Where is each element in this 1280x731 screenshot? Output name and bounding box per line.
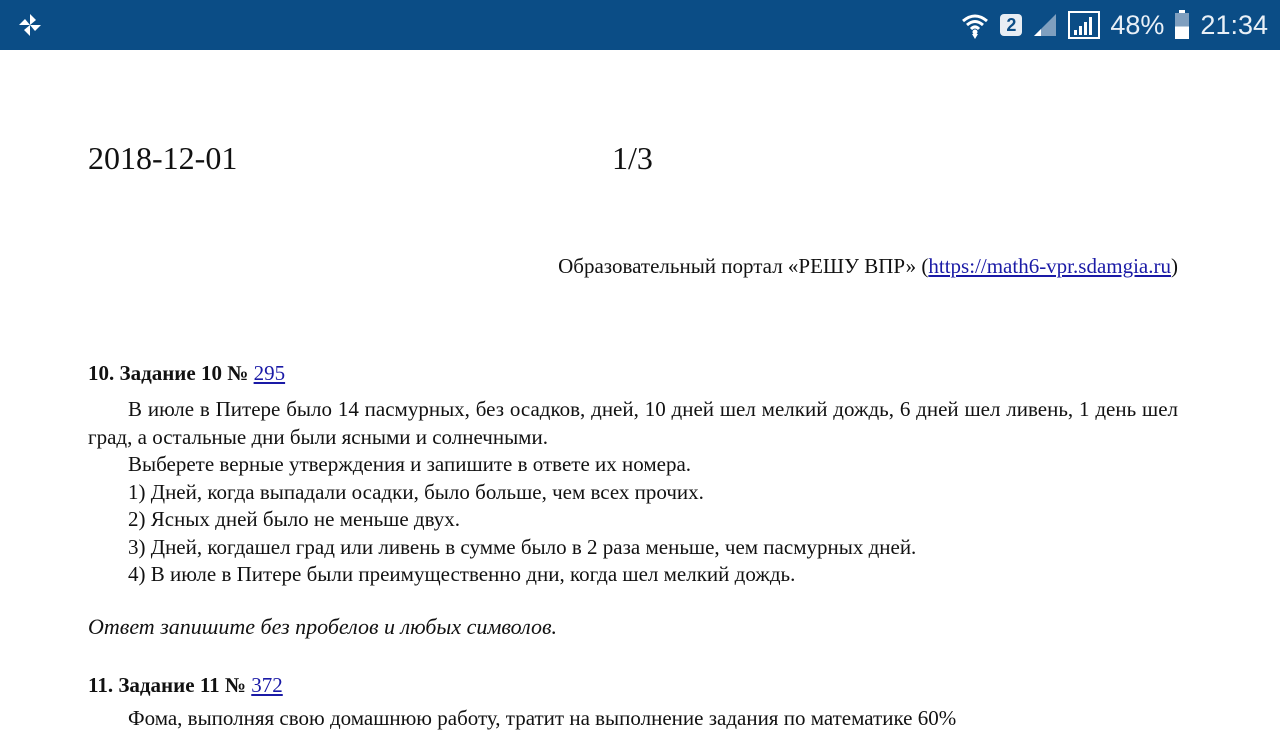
task-10-heading: 10. Задание 10 № — [88, 361, 254, 385]
portal-text: Образовательный портал «РЕШУ ВПР» ( — [558, 254, 929, 278]
task-11-heading: 11. Задание 11 № — [88, 673, 252, 697]
task-10-option-2: 2) Ясных дней было не меньше двух. — [128, 507, 461, 531]
pinwheel-icon — [16, 11, 44, 39]
status-bar — [0, 0, 1280, 50]
page-number: 1/3 — [612, 140, 653, 176]
battery-percent: 48% — [1110, 9, 1165, 40]
task-10-body — [88, 396, 1178, 589]
task-10-option-3: 3) Дней, когдашел град или ливень в сумме было в 2 раза меньше, чем пасмурных дней. — [128, 534, 917, 559]
document-date: 2018-12-01 — [88, 140, 238, 176]
signal-weak-icon — [1032, 12, 1058, 38]
signal-full-icon — [1068, 11, 1100, 39]
portal-link[interactable]: https://math6-vpr.sdamgia.ru — [928, 254, 1171, 278]
task-10-option-1: 1) Дней, когда выпадали осадки, было больше, чем всех прочих. — [128, 479, 704, 504]
task-11-title — [88, 673, 283, 698]
wifi-icon — [960, 10, 990, 40]
task-11-link[interactable]: 372 — [251, 673, 283, 697]
answer-instruction: Ответ запишите без пробелов и любых символов. — [88, 614, 558, 639]
task-10-title — [88, 361, 285, 386]
sim-badge: 2 — [1000, 14, 1022, 36]
battery-icon — [1174, 10, 1190, 40]
task-10-option-4: 4) В июле в Питере были преимущественно дни, когда шел мелкий дождь. — [128, 562, 796, 586]
clock: 21:34 — [1200, 9, 1268, 40]
task-10-text: В июле в Питере было 14 пасмурных, без осадков, дней, 10 дней шел мелкий дождь, 6 дней шел ливень, 1 день шел град, а остальные дни были ясными и солнечными. — [88, 397, 1178, 449]
task-10-instruction: Выберете верные утверждения и запишите в ответе их номера. — [128, 452, 692, 476]
portal-text-close: ) — [1171, 254, 1178, 278]
task-10-link[interactable]: 295 — [253, 361, 286, 385]
portal-attribution — [558, 254, 1178, 279]
task-11-text: Фома, выполняя свою домашнюю работу, тратит на выполнение задания по математике 60% — [128, 706, 957, 730]
